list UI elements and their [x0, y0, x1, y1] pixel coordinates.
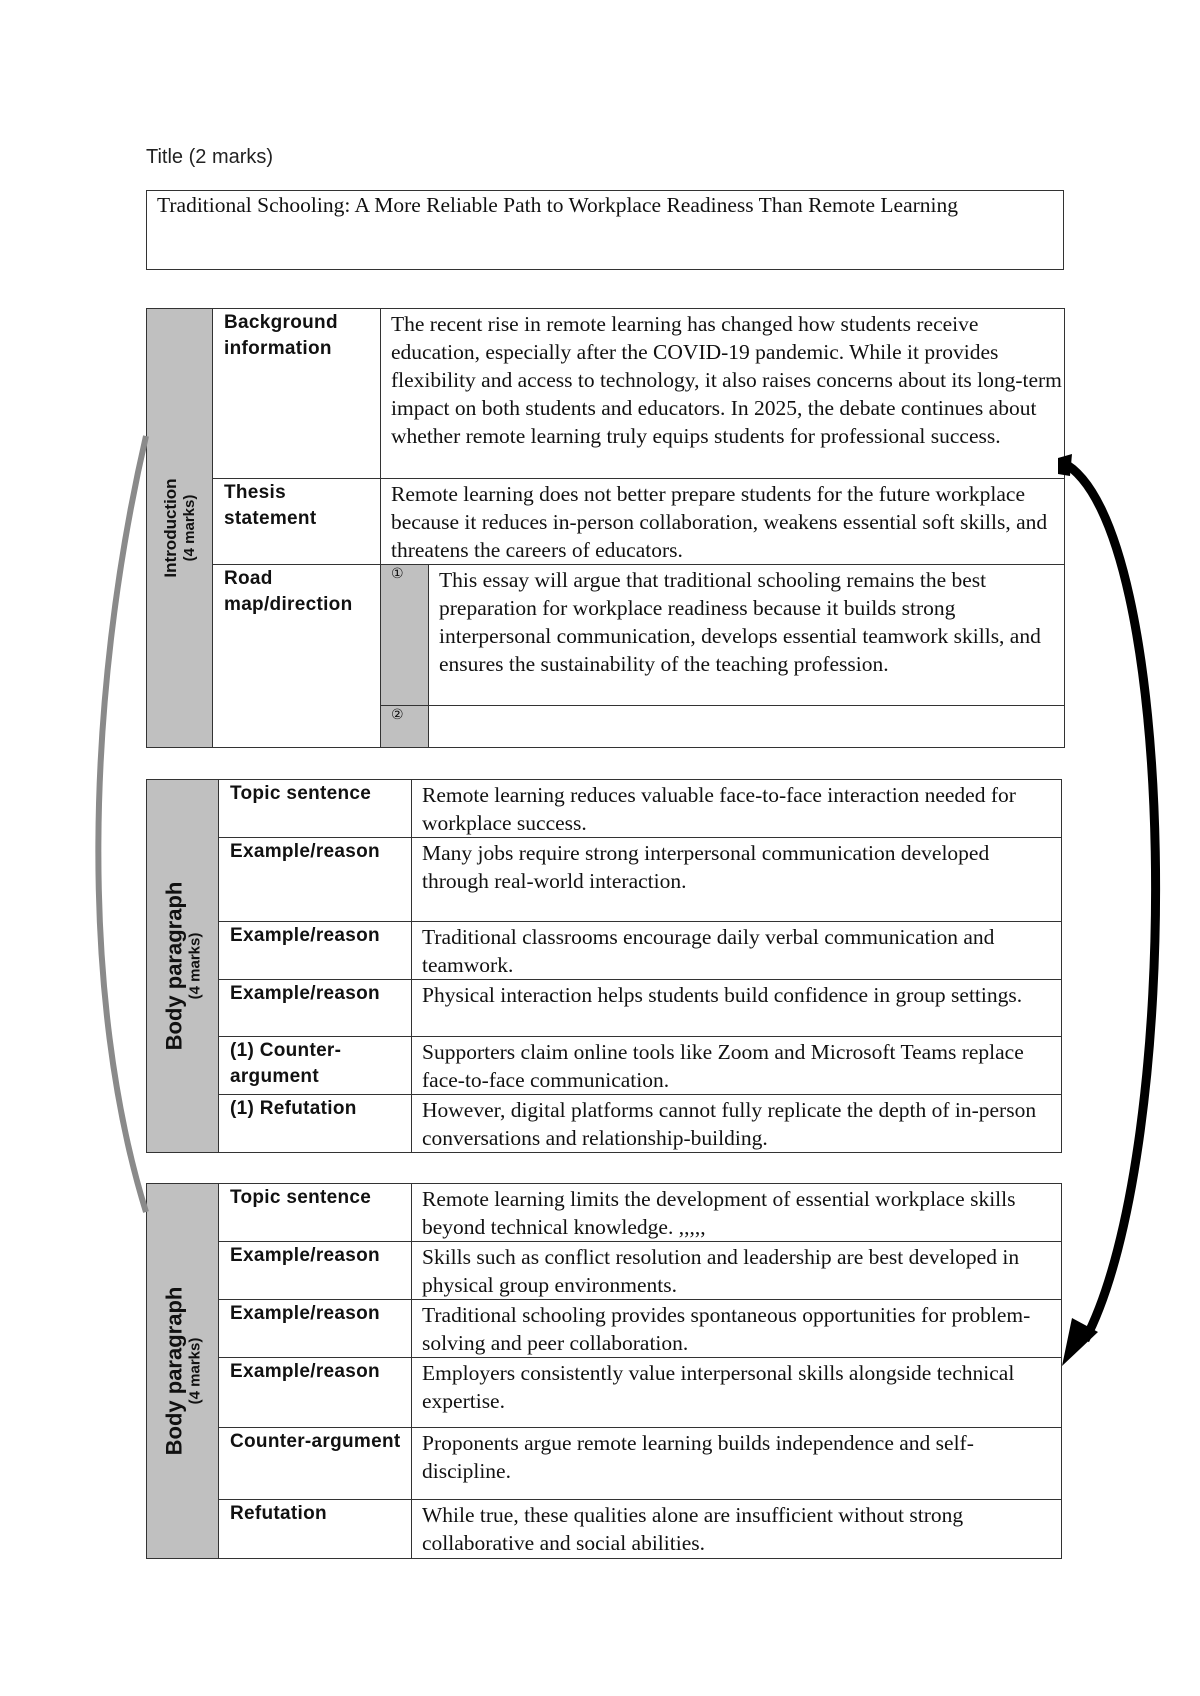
title-label: Title (2 marks) — [146, 146, 274, 168]
body-paragraph-2-title: Body paragraph — [161, 1286, 186, 1456]
body-paragraph-1-title: Body paragraph — [161, 881, 186, 1051]
thesis-label: Thesis statement — [213, 479, 381, 565]
row-label: Example/reason — [219, 980, 412, 1037]
row-label: Counter-argument — [219, 1428, 412, 1500]
row-text: However, digital platforms cannot fully replicate the depth of in-person conversations and relationship-building. — [412, 1095, 1062, 1153]
background-text: The recent rise in remote learning has changed how students receive education, especially after the COVID-19 pandemic. While it provides flexibility and access to technology, it also raises concerns about its long-term impact on both students and educators. In 2025, the debate continues about whether remote learning truly equips students for professional success. — [381, 309, 1065, 479]
roadmap-label: Road map/direction — [213, 565, 381, 748]
background-label: Background information — [213, 309, 381, 479]
row-label: Topic sentence — [219, 1184, 412, 1242]
row-label: (1) Refutation — [219, 1095, 412, 1153]
row-label: Topic sentence — [219, 780, 412, 838]
roadmap-text-2 — [429, 706, 1065, 748]
roadmap-text-1: This essay will argue that traditional schooling remains the best preparation for workplace readiness because it builds strong interpersonal communication, develops essential teamwork skills, and ensures the sustainability of the teaching profession. — [429, 565, 1065, 706]
row-label: (1) Counter-argument — [219, 1037, 412, 1095]
row-label: Example/reason — [219, 922, 412, 980]
row-text: Remote learning reduces valuable face-to-face interaction needed for workplace success. — [412, 780, 1062, 838]
row-text: Employers consistently value interpersonal skills alongside technical expertise. — [412, 1358, 1062, 1428]
arrowhead-icon — [1062, 1318, 1098, 1366]
row-text: Many jobs require strong interpersonal communication developed through real-world interaction. — [412, 838, 1062, 922]
body-paragraph-2-marks: (4 marks) — [186, 1337, 203, 1405]
row-label: Example/reason — [219, 1358, 412, 1428]
row-text: Traditional schooling provides spontaneous opportunities for problem-solving and peer collaboration. — [412, 1300, 1062, 1358]
title-box: Traditional Schooling: A More Reliable Path to Workplace Readiness Than Remote Learning — [146, 190, 1064, 270]
row-label: Example/reason — [219, 1242, 412, 1300]
row-text: Physical interaction helps students build confidence in group settings. — [412, 980, 1062, 1037]
body-paragraph-2-table — [146, 1183, 1062, 1559]
row-text: Proponents argue remote learning builds independence and self-discipline. — [412, 1428, 1062, 1500]
row-text: While true, these qualities alone are insufficient without strong collaborative and social abilities. — [412, 1500, 1062, 1559]
body-paragraph-1-marks: (4 marks) — [186, 932, 203, 1000]
roadmap-number-1: ① — [381, 565, 429, 706]
body-paragraph-1-table — [146, 779, 1062, 1153]
row-label: Example/reason — [219, 1300, 412, 1358]
row-text: Supporters claim online tools like Zoom and Microsoft Teams replace face-to-face communication. — [412, 1037, 1062, 1095]
introduction-title: Introduction — [160, 478, 180, 578]
thesis-text: Remote learning does not better prepare students for the future workplace because it reduces in-person collaboration, weakens essential soft skills, and threatens the careers of educators. — [381, 479, 1065, 565]
row-label: Refutation — [219, 1500, 412, 1559]
introduction-table — [146, 308, 1065, 748]
introduction-marks: (4 marks) — [180, 494, 198, 562]
grey-curve-left — [98, 436, 146, 1212]
roadmap-number-2: ② — [381, 706, 429, 748]
body-paragraph-2-side-label — [147, 1184, 219, 1559]
row-text: Skills such as conflict resolution and leadership are best developed in physical group environments. — [412, 1242, 1062, 1300]
row-text: Remote learning limits the development of essential workplace skills beyond technical knowledge. ,,,,, — [412, 1184, 1062, 1242]
row-text: Traditional classrooms encourage daily verbal communication and teamwork. — [412, 922, 1062, 980]
black-curve-right — [1062, 462, 1156, 1340]
row-label: Example/reason — [219, 838, 412, 922]
introduction-side-label — [147, 309, 213, 748]
body-paragraph-1-side-label — [147, 780, 219, 1153]
